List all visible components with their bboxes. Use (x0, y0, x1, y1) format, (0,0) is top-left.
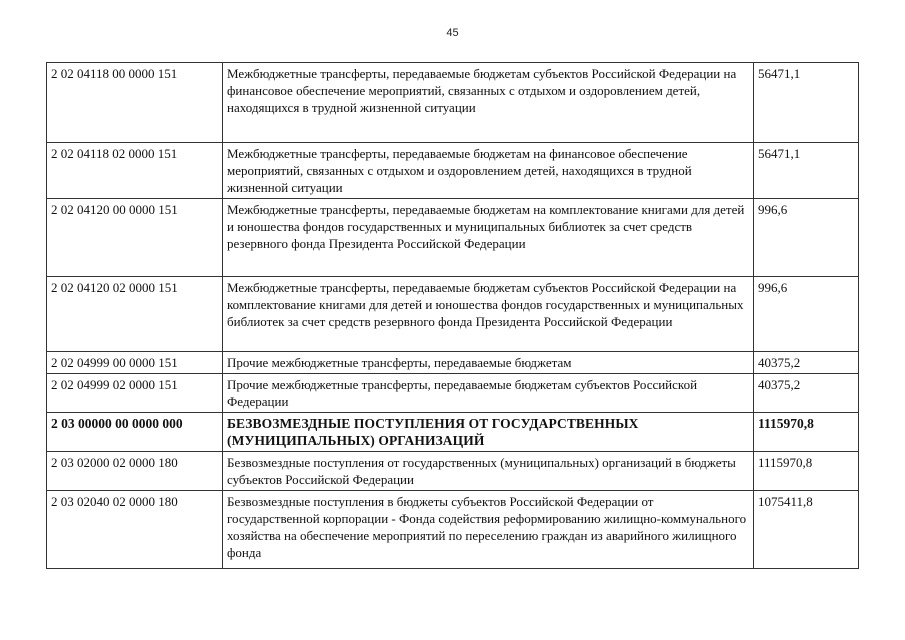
row-code: 2 02 04118 02 0000 151 (47, 143, 223, 199)
row-description: Прочие межбюджетные трансферты, передаваемые бюджетам субъектов Российской Федерации (223, 374, 754, 413)
row-amount: 40375,2 (754, 352, 859, 374)
row-description: Межбюджетные трансферты, передаваемые бюджетам субъектов Российской Федерации на финансовое обеспечение мероприятий, связанных с отдыхом и оздоровлением детей, находящихся в трудной жизненной ситуации (223, 63, 754, 143)
budget-table (46, 62, 859, 569)
row-description: Межбюджетные трансферты, передаваемые бюджетам на финансовое обеспечение мероприятий, связанных с отдыхом и оздоровлением детей, находящихся в трудной жизненной ситуации (223, 143, 754, 199)
table-row (47, 63, 859, 143)
table-row (47, 374, 859, 413)
row-description: Прочие межбюджетные трансферты, передаваемые бюджетам (223, 352, 754, 374)
row-amount: 1115970,8 (754, 452, 859, 491)
page-number: 45 (446, 27, 459, 39)
table-row (47, 277, 859, 352)
row-amount: 996,6 (754, 199, 859, 277)
row-amount: 996,6 (754, 277, 859, 352)
row-code: 2 03 02040 02 0000 180 (47, 491, 223, 569)
row-code: 2 02 04120 02 0000 151 (47, 277, 223, 352)
row-amount: 56471,1 (754, 63, 859, 143)
row-code: 2 03 00000 00 0000 000 (47, 413, 223, 452)
table-row (47, 352, 859, 374)
row-amount: 56471,1 (754, 143, 859, 199)
row-code: 2 02 04999 02 0000 151 (47, 374, 223, 413)
table-row (47, 199, 859, 277)
table-row-section-total (47, 413, 859, 452)
row-description: Безвозмездные поступления в бюджеты субъектов Российской Федерации от государственной корпорации - Фонда содействия реформированию жилищно-коммунального хозяйства на обеспечение мероприятий по переселению граждан из аварийного жилищного фонда (223, 491, 754, 569)
row-code: 2 02 04999 00 0000 151 (47, 352, 223, 374)
row-amount: 1075411,8 (754, 491, 859, 569)
table-row (47, 491, 859, 569)
row-code: 2 02 04120 00 0000 151 (47, 199, 223, 277)
table-row (47, 143, 859, 199)
row-amount: 40375,2 (754, 374, 859, 413)
row-description: Безвозмездные поступления от государственных (муниципальных) организаций в бюджеты субъектов Российской Федерации (223, 452, 754, 491)
row-amount: 1115970,8 (754, 413, 859, 452)
row-code: 2 03 02000 02 0000 180 (47, 452, 223, 491)
row-code: 2 02 04118 00 0000 151 (47, 63, 223, 143)
row-description: БЕЗВОЗМЕЗДНЫЕ ПОСТУПЛЕНИЯ ОТ ГОСУДАРСТВЕННЫХ (МУНИЦИПАЛЬНЫХ) ОРГАНИЗАЦИЙ (223, 413, 754, 452)
row-description: Межбюджетные трансферты, передаваемые бюджетам на комплектование книгами для детей и юношества фондов государственных и муниципальных библиотек за счет средств резервного фонда Президента Российской Федерации (223, 199, 754, 277)
table-row (47, 452, 859, 491)
row-description: Межбюджетные трансферты, передаваемые бюджетам субъектов Российской Федерации на комплектование книгами для детей и юношества фондов государственных и муниципальных библиотек за счет средств резервного фонда Президента Российской Федерации (223, 277, 754, 352)
